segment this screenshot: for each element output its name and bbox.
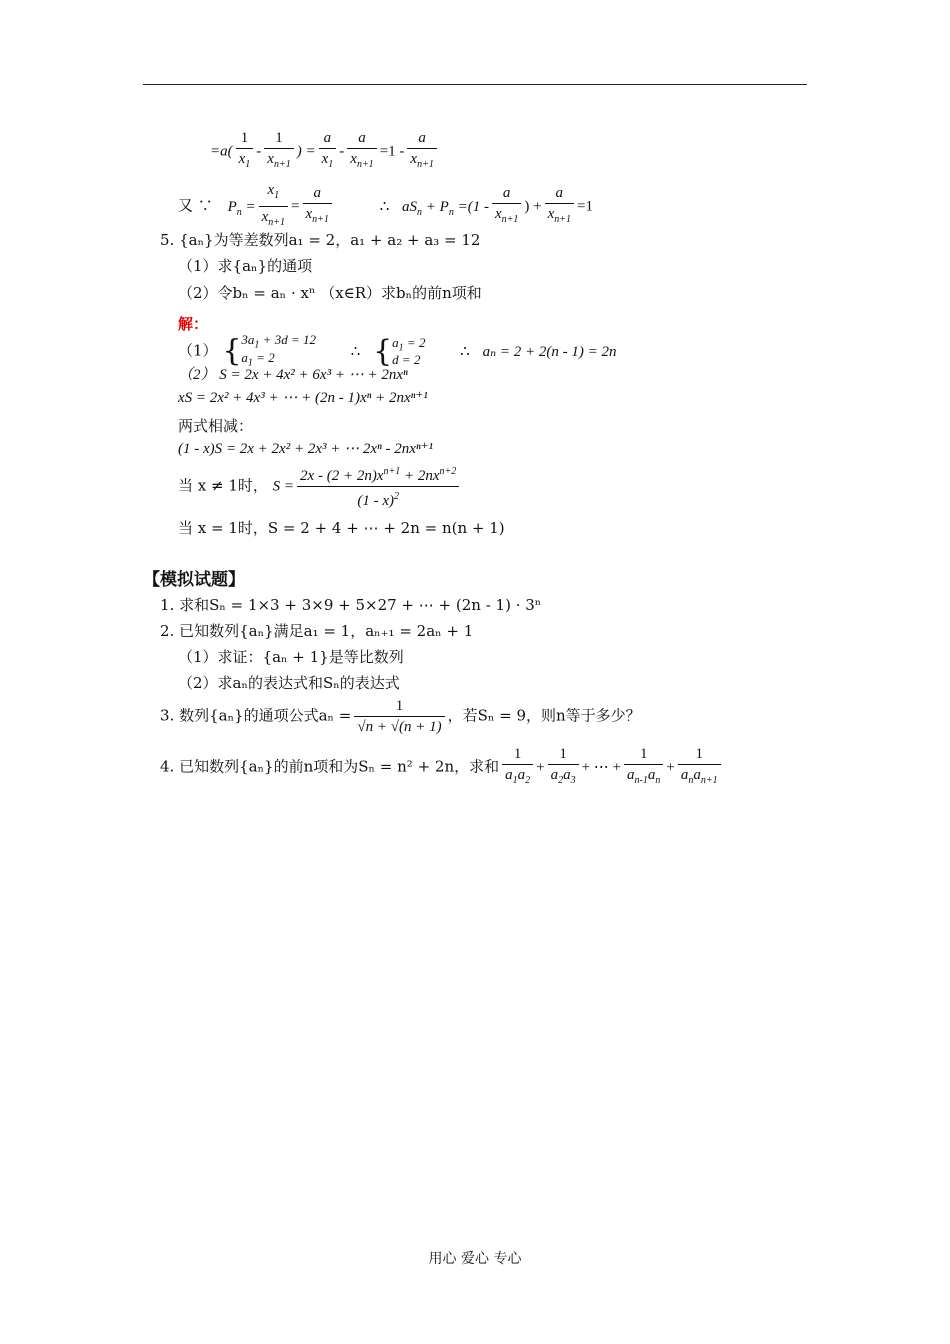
problem5-q1: （1）求{aₙ}的通项 xyxy=(178,257,313,275)
solution-step-2: （2） S = 2x + 4x² + 6x³ + ⋯ + 2nxⁿ xyxy=(178,367,408,383)
exercise-1: 1. 求和Sₙ = 1×3 + 3×9 + 5×27 + ⋯ + (2n - 1) · 3ⁿ xyxy=(160,596,542,614)
exercise-4: 4. 已知数列{aₙ}的前n项和为Sₙ = n² + 2n，求和 $\frac{1}{a_1a_2}$ + $\frac{1}{a_2a_3}$ + ⋯ + $\frac{1}{a_{n-1}a_n}$ + $\frac{1}{a_na_{n+1}}$ xyxy=(160,744,724,791)
exercise-2: 2. 已知数列{aₙ}满足a₁ = 1，aₙ₊₁ = 2aₙ + 1 xyxy=(160,622,474,640)
solution-label: 解： xyxy=(178,315,209,333)
solution-step-4: 两式相减： xyxy=(178,417,254,435)
page-footer: 用心 爱心 专心 xyxy=(428,1251,522,1267)
exercise-2a: （1）求证：{aₙ + 1}是等比数列 xyxy=(178,648,404,666)
problem5-q2: （2）令bₙ = aₙ · xⁿ （x∈R）求bₙ的前n项和 xyxy=(178,284,482,302)
problem5-stem: 5. {aₙ}为等差数列a₁ = 2，a₁ + a₂ + a₃ = 12 xyxy=(160,231,481,249)
solution-step-6: 当 x ≠ 1时， S = $\frac{2x - (2 + 2n)x^{n+1} + 2nx^{n+2}}{(1 - x)^2}$ xyxy=(178,462,462,511)
solution-step-1: （1） {$3a_1 + 3d = 12$ $a_1 = 2$ ∴ {$a_1 = 2$ d = 2 ∴ aₙ = 2 + 2(n - 1) = 2n xyxy=(178,332,617,369)
solution-step-7: 当 x = 1时，S = 2 + 4 + ⋯ + 2n = n(n + 1) xyxy=(178,519,505,537)
solution-step-3: xS = 2x² + 4x³ + ⋯ + (2n - 1)xⁿ + 2nxⁿ⁺¹ xyxy=(178,390,428,406)
exercise-2b: （2）求aₙ的表达式和Sₙ的表达式 xyxy=(178,674,400,692)
proof-line-1: =a( $\frac{1}{x_1}$ - $\frac{1}{x_{n+1}}$ ) = $\frac{a}{x_1}$ - $\frac{a}{x_{n+1}}$ =1 - $\frac{a}{x_{n+1}}$ xyxy=(210,128,440,175)
proof-line-2: 又 ∵ $P_n$ = $\frac{x_1}{x_{n+1}}$ = $\frac{a}{x_{n+1}}$ ∴ $aS_n + P_n =(1$ - $\frac{a}{x_{n+1}}$ ) + $\frac{a}{x_{n+1}}$ =1 xyxy=(178,182,593,228)
section-title: 【模拟试题】 xyxy=(143,570,245,590)
header-rule xyxy=(143,84,807,85)
exercise-3: 3. 数列{aₙ}的通项公式aₙ = $\frac{1}{√n + √(n + 1)}$ ，若Sₙ = 9，则n等于多少？ xyxy=(160,698,641,735)
solution-step-5: (1 - x)S = 2x + 2x² + 2x³ + ⋯ 2xⁿ - 2nxⁿ⁺¹ xyxy=(178,441,434,457)
